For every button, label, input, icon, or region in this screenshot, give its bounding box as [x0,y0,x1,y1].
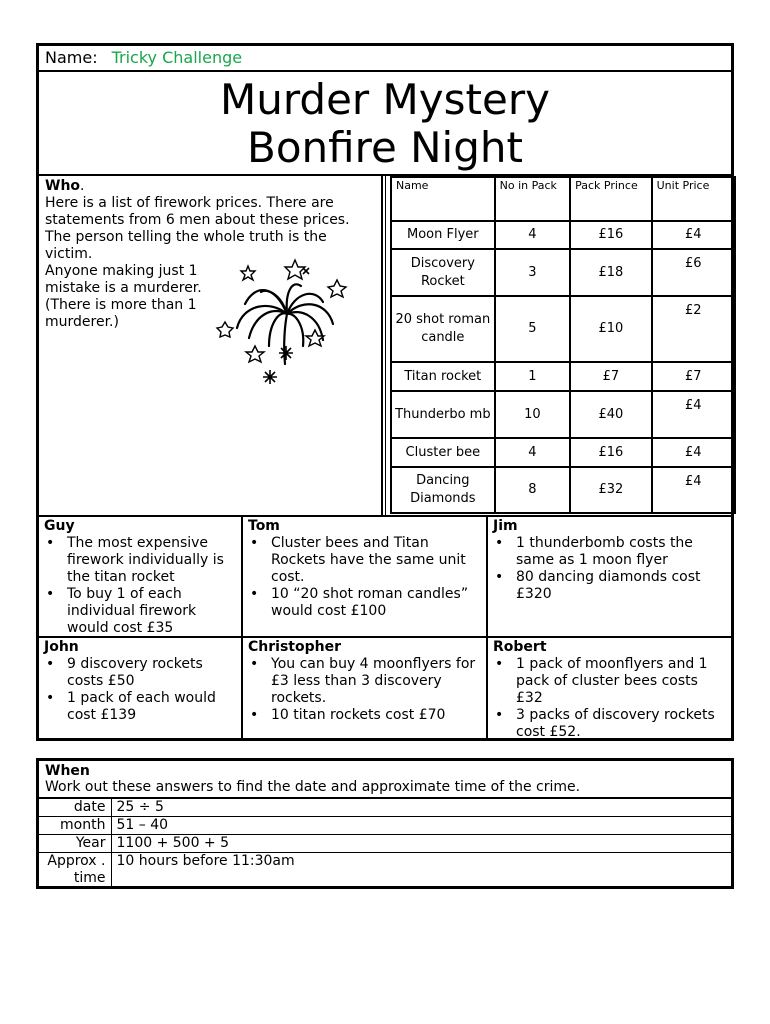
firework-name: Titan rocket [391,362,495,391]
table-row [391,391,735,438]
pack-price: £40 [570,391,652,438]
pack-count: 10 [495,391,570,438]
suspect-name: John [44,639,79,655]
row-label: date [39,799,111,817]
row-label: month [39,817,111,835]
statement: • The most expensive firework individually is the titan rocket [44,535,236,586]
pack-count: 3 [495,249,570,296]
pack-count: 5 [495,296,570,362]
statement: • Cluster bees and Titan Rockets have the same unit cost. [248,535,481,586]
table-row [39,835,731,853]
firework-name: Discovery Rocket [391,249,495,296]
statement: • You can buy 4 moonflyers for £3 less than 3 discovery rockets. [248,656,481,707]
table-row [391,362,735,391]
title-line-2: Bonfire Night [247,123,523,172]
unit-price: £4 [652,221,735,249]
when-instructions: Work out these answers to find the date and approximate time of the crime. [45,779,581,795]
who-rule: Anyone making just 1 mistake is a murderer. (There is more than 1 murderer.) [45,263,202,330]
row-value: 1100 + 500 + 5 [111,835,731,853]
statement: • 1 pack of each would cost £139 [44,690,236,724]
suspect-name: Guy [44,518,75,534]
suspect-name: Jim [493,518,518,534]
suspect-john [39,638,243,740]
table-row [391,221,735,249]
firework-name: Cluster bee [391,438,495,467]
unit-price: £7 [652,362,735,391]
statement: • 80 dancing diamonds cost £320 [493,569,726,603]
price-table [390,176,736,514]
unit-price: £4 [652,438,735,467]
pack-price: £16 [570,221,652,249]
statement: • 1 thunderbomb costs the same as 1 moon flyer [493,535,726,569]
table-row [39,817,731,835]
when-heading: When [45,763,90,779]
when-section [36,758,734,889]
unit-price: £4 [652,467,735,513]
table-row [391,249,735,296]
row-value: 25 ÷ 5 [111,799,731,817]
pack-count: 1 [495,362,570,391]
pack-count: 4 [495,221,570,249]
when-header [39,761,731,799]
suspect-jim [488,517,731,638]
firework-name: Thunderbo mb [391,391,495,438]
name-value: Tricky Challenge [111,48,243,67]
suspect-statements [39,517,731,740]
unit-price: £6 [652,249,735,296]
who-section: Who. Here is a list of firework prices. There are statements from 6 men about these prices. The person telling the whole truth is the victim. Anyone making just 1 mistake is a murderer. (There is more than 1 murderer.) [39,176,383,515]
upper-section [39,176,731,517]
column-header: No in Pack [495,177,570,221]
statement: • 1 pack of moonflyers and 1 pack of cluster bees costs £32 [493,656,726,707]
statement: • 9 discovery rockets costs £50 [44,656,236,690]
unit-price: £2 [652,296,735,362]
suspect-name: Christopher [248,639,341,655]
suspect-tom [243,517,488,638]
row-label: Year [39,835,111,853]
statement: • To buy 1 of each individual firework would cost £35 [44,586,236,637]
unit-price: £4 [652,391,735,438]
column-header: Unit Price [652,177,735,221]
table-row [391,467,735,513]
firework-name: Dancing Diamonds [391,467,495,513]
worksheet [36,43,734,741]
pack-price: £18 [570,249,652,296]
pack-count: 8 [495,467,570,513]
table-row [391,438,735,467]
statement: • 10 titan rockets cost £70 [248,707,481,724]
firework-name: 20 shot roman candle [391,296,495,362]
suspect-guy [39,517,243,638]
table-row [39,853,731,888]
suspect-christopher [243,638,488,740]
title-line-1: Murder Mystery [220,75,550,124]
pack-price: £32 [570,467,652,513]
column-header: Pack Prince [570,177,652,221]
statement: • 10 “20 shot roman candles” would cost £100 [248,586,481,620]
when-table [39,799,731,888]
page-title [39,72,731,176]
pack-price: £16 [570,438,652,467]
row-value: 51 – 40 [111,817,731,835]
statement: • 3 packs of discovery rockets cost £52. [493,707,726,741]
price-table-section [385,176,732,515]
suspect-robert [488,638,731,740]
row-value: 10 hours before 11:30am [111,853,731,888]
firework-clipart [215,254,365,394]
pack-price: £10 [570,296,652,362]
firework-name: Moon Flyer [391,221,495,249]
pack-price: £7 [570,362,652,391]
row-label: Approx . time [39,853,111,888]
who-heading: Who [45,178,81,194]
who-intro: Here is a list of firework prices. There are statements from 6 men about these prices. The person telling the whole truth is the victim. [45,195,350,262]
suspect-name: Tom [248,518,280,534]
table-row [39,799,731,817]
name-label: Name: [45,48,98,67]
column-header: Name [391,177,495,221]
pack-count: 4 [495,438,570,467]
table-row [391,296,735,362]
suspect-name: Robert [493,639,547,655]
price-table-header [391,177,735,221]
name-row [39,46,731,72]
